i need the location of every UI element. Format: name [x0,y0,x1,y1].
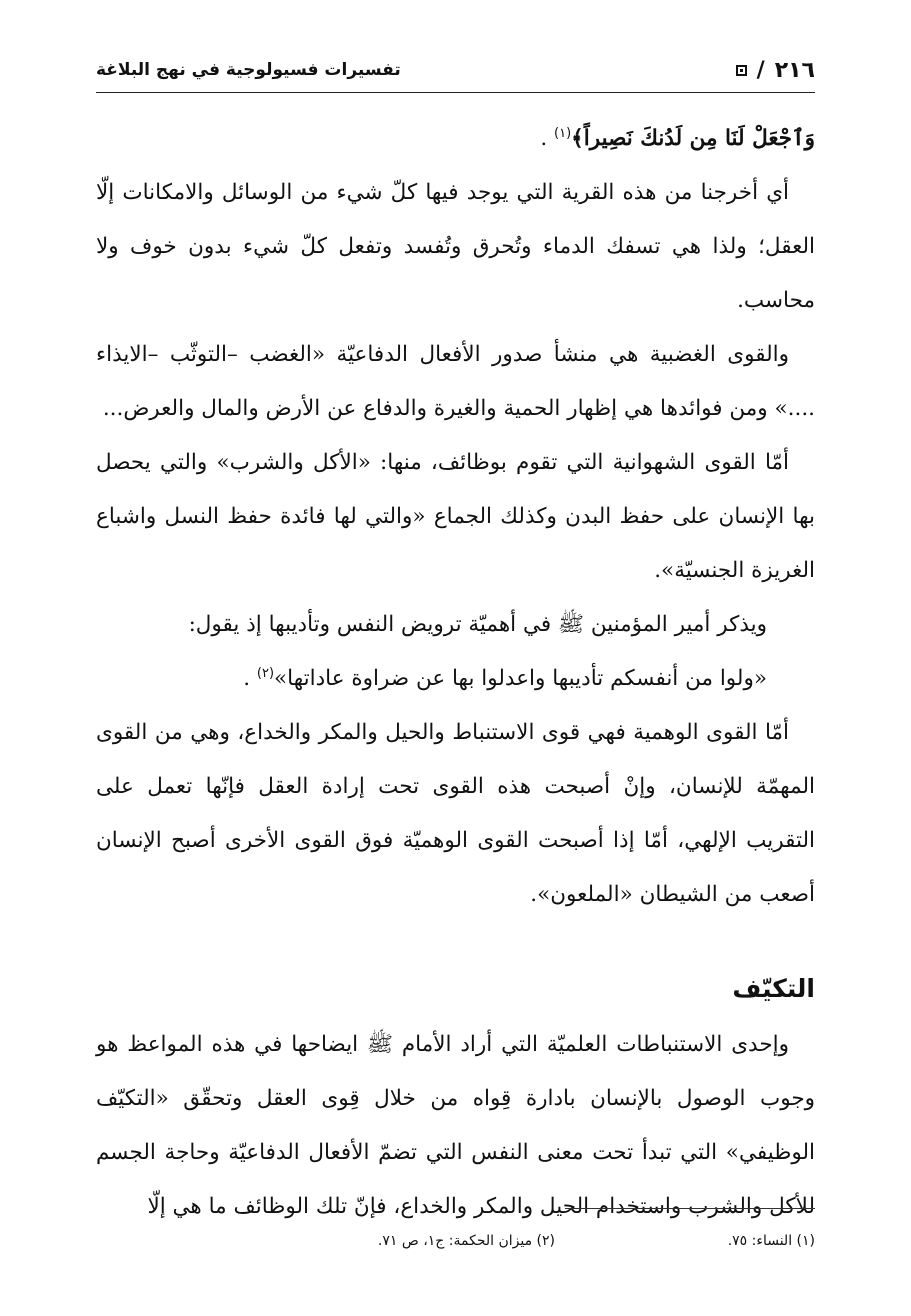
footnote-rule [565,1208,815,1209]
book-title: تفسيرات فسيولوجية في نهج البلاغة [96,60,401,80]
quran-verse: وَٱجْعَلْ لَنَا مِن لَدُنكَ نَصِيراً﴾ [571,126,815,151]
running-header [96,52,815,88]
paragraph-4: ويذكر أمير المؤمنين ﷺ في أهميّة ترويض النفس وتأديبها إذ يقول: [188,612,767,637]
footnote-ref-2: (٢) [256,665,275,681]
paragraph-5: أمّا القوى الوهمية فهي قوى الاستنباط والحيل والمكر والخداع، وهي من القوى المهمّة للإنسان، وإنْ أصبحت هذه القوى تحت إرادة العقل فإنّها تعمل على التقريب الإلهي، أمّا إذا أصبحت القوى الوهميّة فوق القوى الأخرى أصبح الإنسان أصعب من الشيطان «الملعون». [96,720,815,907]
main-text [96,112,815,1234]
quote-end-mark: . [243,666,251,691]
footnote-2: (٢) ميزان الحكمة: ج١، ص ٧١. [377,1233,555,1249]
header-rule [96,92,815,93]
verse-line [96,112,815,166]
paragraph-1: أي أخرجنا من هذه القرية التي يوجد فيها كلّ شيء من الوسائل والامكانات إلّا العقل؛ ولذا هي تسفك الدماء وتُحرق وتُفسد وتفعل كلّ شيء بدون خوف ولا محاسب. [96,180,815,313]
quote-text: «ولوا من أنفسكم تأديبها واعدلوا بها عن ضراوة عاداتها» [274,666,767,691]
paragraph-3: أمّا القوى الشهوانية التي تقوم بوظائف، منها: «الأكل والشرب» والتي يحصل بها الإنسان على حفظ البدن وكذلك الجماع «والتي لها فائدة حفظ النسل واشباع الغريزة الجنسيّة». [96,450,815,583]
verse-end-mark: . [540,126,548,151]
header-separator: / [756,57,765,83]
footnotes [96,1226,815,1256]
square-ornament-icon [736,65,747,76]
page-number: ٢١٦ [774,57,815,83]
page-number-block [736,58,815,83]
footnote-1: (١) النساء: ٧٥. [727,1233,815,1249]
quote-line [96,652,815,706]
footnote-ref-1: (١) [554,125,572,141]
paragraph-6: وإحدى الاستنباطات العلميّة التي أراد الأمام ﷺ ايضاحها في هذه المواعظ هو وجوب الوصول بالإنسان بادارة قِواه من خلال قِوى العقل وتحقّق «التكيّف الوظيفي» التي تبدأ تحت معنى النفس التي تضمّ الأفعال الدفاعيّة وحاجة الجسم للأكل والشرب واستخدام الحيل والمكر والخداع، فإنّ تلك الوظائف ما هي إلّا [96,1032,815,1219]
section-heading: التكيّف [732,974,815,1003]
paragraph-2: والقوى الغضبية هي منشأ صدور الأفعال الدفاعيّة «الغضب –التوثّب –الايذاء ....» ومن فوائدها هي إظهار الحمية والغيرة والدفاع عن الأرض والمال والعرض... [96,342,815,421]
section-gap [96,922,815,960]
